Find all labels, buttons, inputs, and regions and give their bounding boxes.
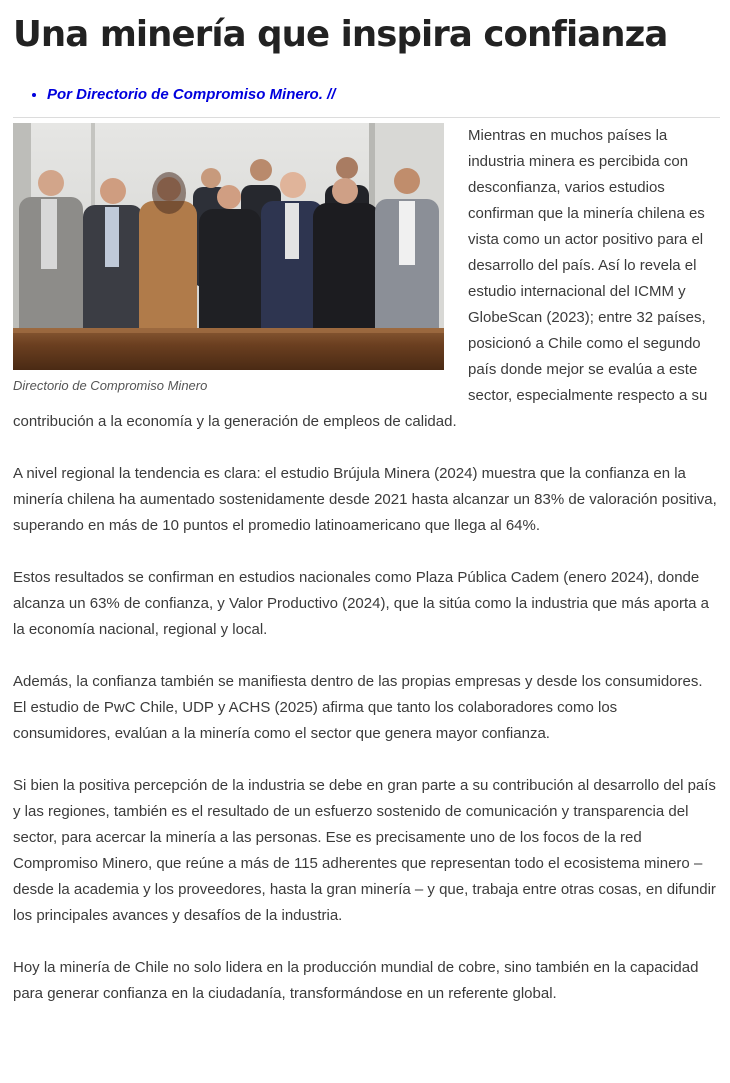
byline-list: [13, 84, 718, 106]
byline-link[interactable]: Por Directorio de Compromiso Minero. //: [47, 86, 336, 103]
paragraph-4: Además, la confianza también se manifiesta dentro de las propias empresas y desde los consumidores. El estudio de PwC Chile, UDP y ACHS (2025) afirma que tanto los colaboradores como los consumidores, evalúan a la minería como el sector que genera mayor confianza.: [13, 673, 703, 742]
byline-item: [47, 84, 718, 106]
paragraph-1: Mientras en muchos países la industria minera es percibida con desconfianza, varios estudios confirman que la minería chilena es vista como un actor positivo para el desarrollo del país. Así lo revela el estudio internacional del ICMM y GlobeScan (2023); entre 32 países, posicionó a Chile como el segundo país donde mejor se evalúa a este sector, especialmente respecto a su contribución a la economía y la generación de empleos de calidad.: [13, 127, 708, 430]
article-title: Una minería que inspira confianza: [13, 14, 668, 55]
table-surface: [13, 328, 444, 370]
title-divider: [13, 117, 720, 118]
article-body: [13, 123, 718, 1007]
paragraph-3: Estos resultados se confirman en estudios nacionales como Plaza Pública Cadem (enero 2024), donde alcanza un 63% de confianza, y Valor Productivo (2024), que la sitúa como la industria que más aporta a la economía nacional, regional y local.: [13, 569, 709, 638]
paragraph-2: A nivel regional la tendencia es clara: el estudio Brújula Minera (2024) muestra que la confianza en la minería chilena ha aumentado sostenidamente desde 2021 hasta alcanzar un 83% de valoración positiva, superando en más de 10 puntos el promedio latinoamericano que llega al 64%.: [13, 465, 717, 534]
group-photo-image: [13, 123, 444, 370]
paragraph-6: Hoy la minería de Chile no solo lidera en la producción mundial de cobre, sino también en la capacidad para generar confianza en la ciudadanía, transformándose en un referente global.: [13, 959, 699, 1002]
article-figure: [13, 123, 444, 395]
figure-caption: Directorio de Compromiso Minero: [13, 378, 208, 393]
paragraph-5: Si bien la positiva percepción de la industria se debe en gran parte a su contribución al desarrollo del país y las regiones, también es el resultado de un esfuerzo sostenido de comunicación y transparencia del sector, para acercar la minería a las personas. Ese es precisamente uno de los focos de la red Compromiso Minero, que reúne a más de 115 adherentes que representan todo el ecosistema minero – desde la academia y los proveedores, hasta la gran minería – y que, trabaja entre otras cosas, en difundir los principales avances y desafíos de la industria.: [13, 777, 716, 924]
